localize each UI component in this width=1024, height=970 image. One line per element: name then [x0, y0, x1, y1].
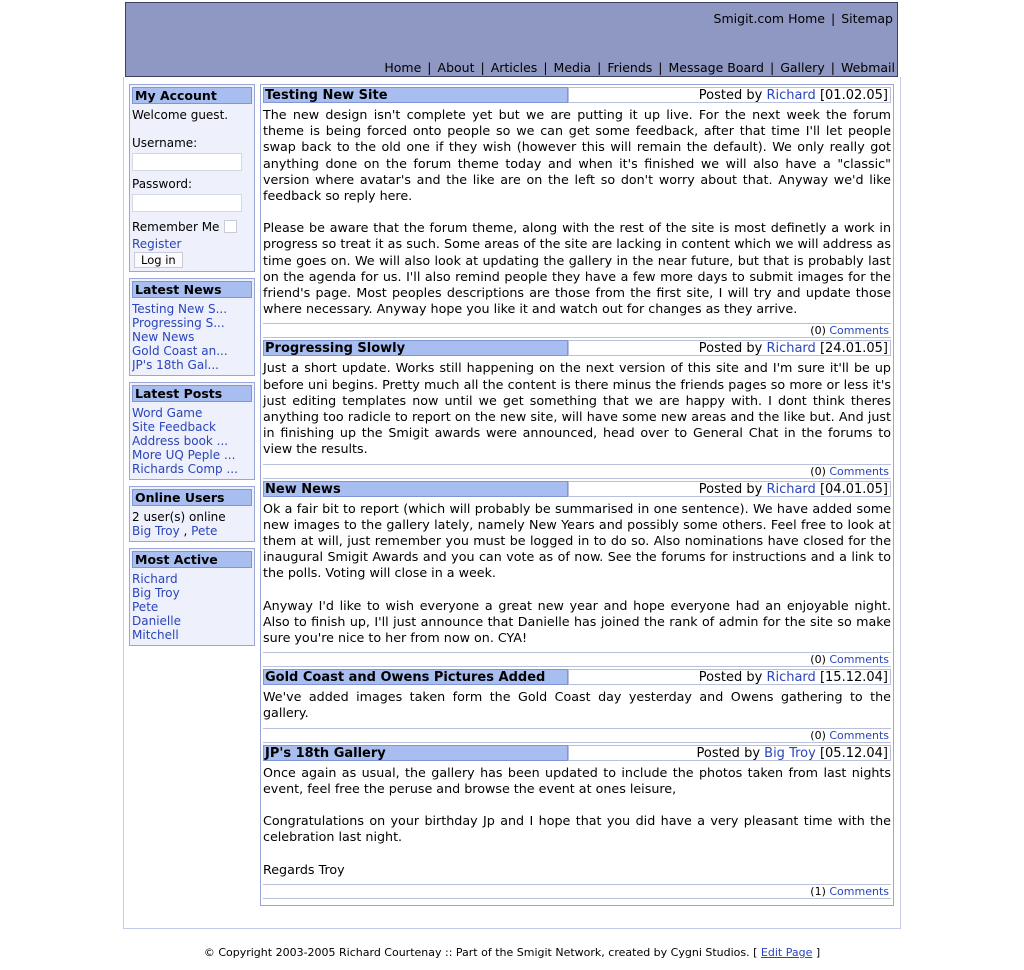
news-link[interactable]: Progressing S... — [132, 316, 225, 330]
active-user-link[interactable]: Richard — [132, 572, 178, 586]
post-meta — [568, 481, 891, 497]
main-nav: Home | About | Articles | Media | Friends | Message Board | Gallery | Webmail — [384, 60, 895, 75]
post-body — [263, 107, 891, 317]
news-post — [261, 340, 893, 478]
post-meta — [568, 745, 891, 761]
post-title: Progressing Slowly — [263, 340, 568, 356]
post-paragraph: Just a short update. Works still happening on the next version of this site and I'm sure it'll be up before uni begins. Pretty much all the content is there minus the friends pages so more or less it's just editing templates now until we get something that we are happy with. I dont think theres anything too radicle to report on the new site, will have some new areas and the like but. And just in finishing up the Smigit awards were announced, head over to General Chat in the forums to view the results. — [263, 360, 891, 457]
post-header — [263, 481, 891, 497]
online-user-link[interactable]: Pete — [191, 524, 218, 538]
news-link[interactable]: New News — [132, 330, 195, 344]
remember-checkbox[interactable] — [224, 220, 237, 233]
register-link[interactable]: Register — [132, 237, 182, 251]
user-separator: , — [179, 524, 192, 538]
post-header — [263, 340, 891, 356]
author-link[interactable]: Richard — [766, 341, 816, 357]
post-footer — [263, 652, 891, 667]
post-date: [05.12.04] — [819, 745, 888, 761]
post-title: Gold Coast and Owens Pictures Added — [263, 669, 568, 685]
post-paragraph: The new design isn't complete yet but we are putting it up live. For the next week the forum theme is being forced onto people so we can get some feedback, after that time I'll let people swap back to the old one if they wish (however this will remain the default). We only really got anything done on the forum theme today and when it's finished we will also have a "classic" version where avatar's and the like are on the left so don't worry about that. Anyway we'd like feedback so reply here. — [263, 107, 891, 204]
nav-webmail[interactable]: Webmail — [840, 60, 895, 75]
comments-link[interactable]: Comments — [829, 728, 889, 742]
account-box — [129, 84, 255, 272]
post-date: [15.12.04] — [819, 670, 888, 686]
post-footer — [263, 884, 891, 899]
news-post — [261, 481, 893, 668]
nav-home[interactable]: Home — [384, 60, 422, 75]
author-link[interactable]: Richard — [766, 88, 816, 103]
nav-about[interactable]: About — [437, 60, 475, 75]
comments-link[interactable]: Comments — [829, 464, 889, 478]
forum-post-link[interactable]: Site Feedback — [132, 420, 216, 434]
edit-page-link[interactable]: Edit Page — [760, 946, 813, 959]
forum-post-link[interactable]: Address book ... — [132, 434, 229, 448]
news-post — [261, 669, 893, 742]
active-user-link[interactable]: Danielle — [132, 614, 181, 628]
forum-post-link[interactable]: Richards Comp ... — [132, 462, 238, 476]
site-header — [125, 2, 898, 77]
forum-post-link[interactable]: Word Game — [132, 406, 203, 420]
post-paragraph: Once again as usual, the gallery has been updated to include the photos taken from last nights event, feel free the peruse and browse the event at ones leisure, — [263, 764, 891, 796]
username-label: Username: — [132, 136, 198, 150]
active-user-link[interactable]: Mitchell — [132, 628, 179, 642]
online-count: 2 user(s) online — [132, 510, 226, 524]
posted-by-label: Posted by — [698, 341, 763, 357]
most-active-title: Most Active — [132, 551, 252, 568]
nav-message-board[interactable]: Message Board — [668, 60, 764, 75]
post-footer — [263, 464, 891, 479]
post-paragraph: Please be aware that the forum theme, along with the rest of the site is most definetly a work in progress so treat it as such. Some areas of the site are lacking in content which we will address as time goes on. We will also look at updating the gallery in the near future, but that is probably last on the agenda for us. I'll also remind people they have a few more days to submit images for the friend's page. Most peoples descriptions are those from the first site, I will try and update those where necessary. Anyway hope you like it and watch out for changes as they arrive. — [263, 220, 891, 317]
account-box-title: My Account — [132, 87, 252, 104]
login-button[interactable]: Log in — [134, 252, 183, 268]
forum-post-link[interactable]: More UQ Peple ... — [132, 448, 236, 462]
latest-posts-box — [129, 382, 255, 480]
nav-gallery[interactable]: Gallery — [780, 60, 825, 75]
latest-news-title: Latest News — [132, 281, 252, 298]
post-meta — [568, 87, 891, 103]
posted-by-label: Posted by — [698, 670, 763, 686]
footer-close-bracket: ] — [815, 946, 821, 959]
comment-count: (0) — [810, 324, 826, 338]
nav-friends[interactable]: Friends — [607, 60, 653, 75]
nav-articles[interactable]: Articles — [490, 60, 538, 75]
post-paragraph: Congratulations on your birthday Jp and I hope that you did have a very pleasant time with the celebration last night. — [263, 813, 891, 845]
post-header — [263, 745, 891, 761]
author-link[interactable]: Richard — [766, 481, 816, 497]
sidebar — [129, 84, 255, 652]
post-header — [263, 669, 891, 685]
post-footer — [263, 728, 891, 743]
online-user-link[interactable]: Big Troy — [132, 524, 180, 538]
post-meta — [568, 669, 891, 685]
most-active-box — [129, 548, 255, 646]
post-title: JP's 18th Gallery — [263, 745, 568, 761]
post-paragraph: Ok a fair bit to report (which will probably be summarised in one sentence). We have added some new images to the gallery lately, namely New Years and possibly some others. Feel free to look at them at will, just remember you must be logged in to do so. Also nominations have closed for the inaugural Smigit Awards and you can vote as of now. See the forums for instructions and a link to the polls. Voting will close in a week. — [263, 500, 891, 581]
post-paragraph: Anyway I'd like to wish everyone a great new year and hope everyone had an enjoyable night. Also to finish up, I'll just announce that Danielle has joined the rank of admin for the site so make sure you're nice to her from now on. CYA! — [263, 597, 891, 646]
remember-row — [132, 220, 252, 235]
post-footer — [263, 323, 891, 338]
comments-link[interactable]: Comments — [829, 884, 889, 898]
comment-count: (1) — [810, 884, 826, 898]
post-paragraph: We've added images taken form the Gold Coast day yesterday and Owens gathering to the gallery. — [263, 689, 891, 721]
post-paragraph: Regards Troy — [263, 861, 345, 877]
welcome-text: Welcome guest. — [132, 108, 229, 122]
news-post — [261, 745, 893, 899]
post-body — [263, 765, 891, 878]
online-user-list — [132, 524, 252, 538]
nav-media[interactable]: Media — [553, 60, 592, 75]
comments-link[interactable]: Comments — [829, 653, 889, 667]
comment-count: (0) — [810, 464, 826, 478]
posted-by-label: Posted by — [696, 745, 761, 761]
remember-label: Remember Me — [132, 220, 220, 234]
post-header — [263, 87, 891, 103]
comment-count: (0) — [810, 728, 826, 742]
post-body — [263, 501, 891, 647]
comment-count: (0) — [810, 653, 826, 667]
post-body — [263, 360, 891, 457]
post-date: [04.01.05] — [819, 481, 888, 497]
top-links: Smigit.com Home | Sitemap — [713, 11, 893, 26]
latest-news-box — [129, 278, 255, 376]
posted-by-label: Posted by — [698, 88, 763, 103]
sitemap-link[interactable]: Sitemap — [841, 11, 893, 26]
active-user-link[interactable]: Pete — [132, 600, 159, 614]
latest-posts-title: Latest Posts — [132, 385, 252, 402]
site-footer — [0, 946, 1024, 959]
posted-by-label: Posted by — [698, 481, 763, 497]
password-input[interactable] — [132, 194, 242, 212]
post-meta — [568, 340, 891, 356]
author-link[interactable]: Richard — [766, 670, 816, 686]
news-content — [260, 84, 894, 906]
comments-link[interactable]: Comments — [829, 324, 889, 338]
password-label: Password: — [132, 177, 193, 191]
news-post — [261, 87, 893, 338]
post-body — [263, 689, 891, 721]
news-link[interactable]: Gold Coast an... — [132, 344, 228, 358]
post-date: [24.01.05] — [819, 341, 888, 357]
news-link[interactable]: Testing New S... — [132, 302, 228, 316]
post-date: [01.02.05] — [819, 88, 888, 103]
active-user-link[interactable]: Big Troy — [132, 586, 180, 600]
copyright-text: © Copyright 2003-2005 Richard Courtenay :: Part of the Smigit Network, created by Cygni Studios. [ — [203, 946, 758, 959]
news-link[interactable]: JP's 18th Gal... — [132, 358, 219, 372]
post-title: Testing New Site — [263, 87, 568, 103]
username-input[interactable] — [132, 153, 242, 171]
online-users-box — [129, 486, 255, 542]
author-link[interactable]: Big Troy — [764, 745, 816, 761]
post-title: New News — [263, 481, 568, 497]
smigit-home-link[interactable]: Smigit.com Home — [713, 11, 825, 26]
online-users-title: Online Users — [132, 489, 252, 506]
